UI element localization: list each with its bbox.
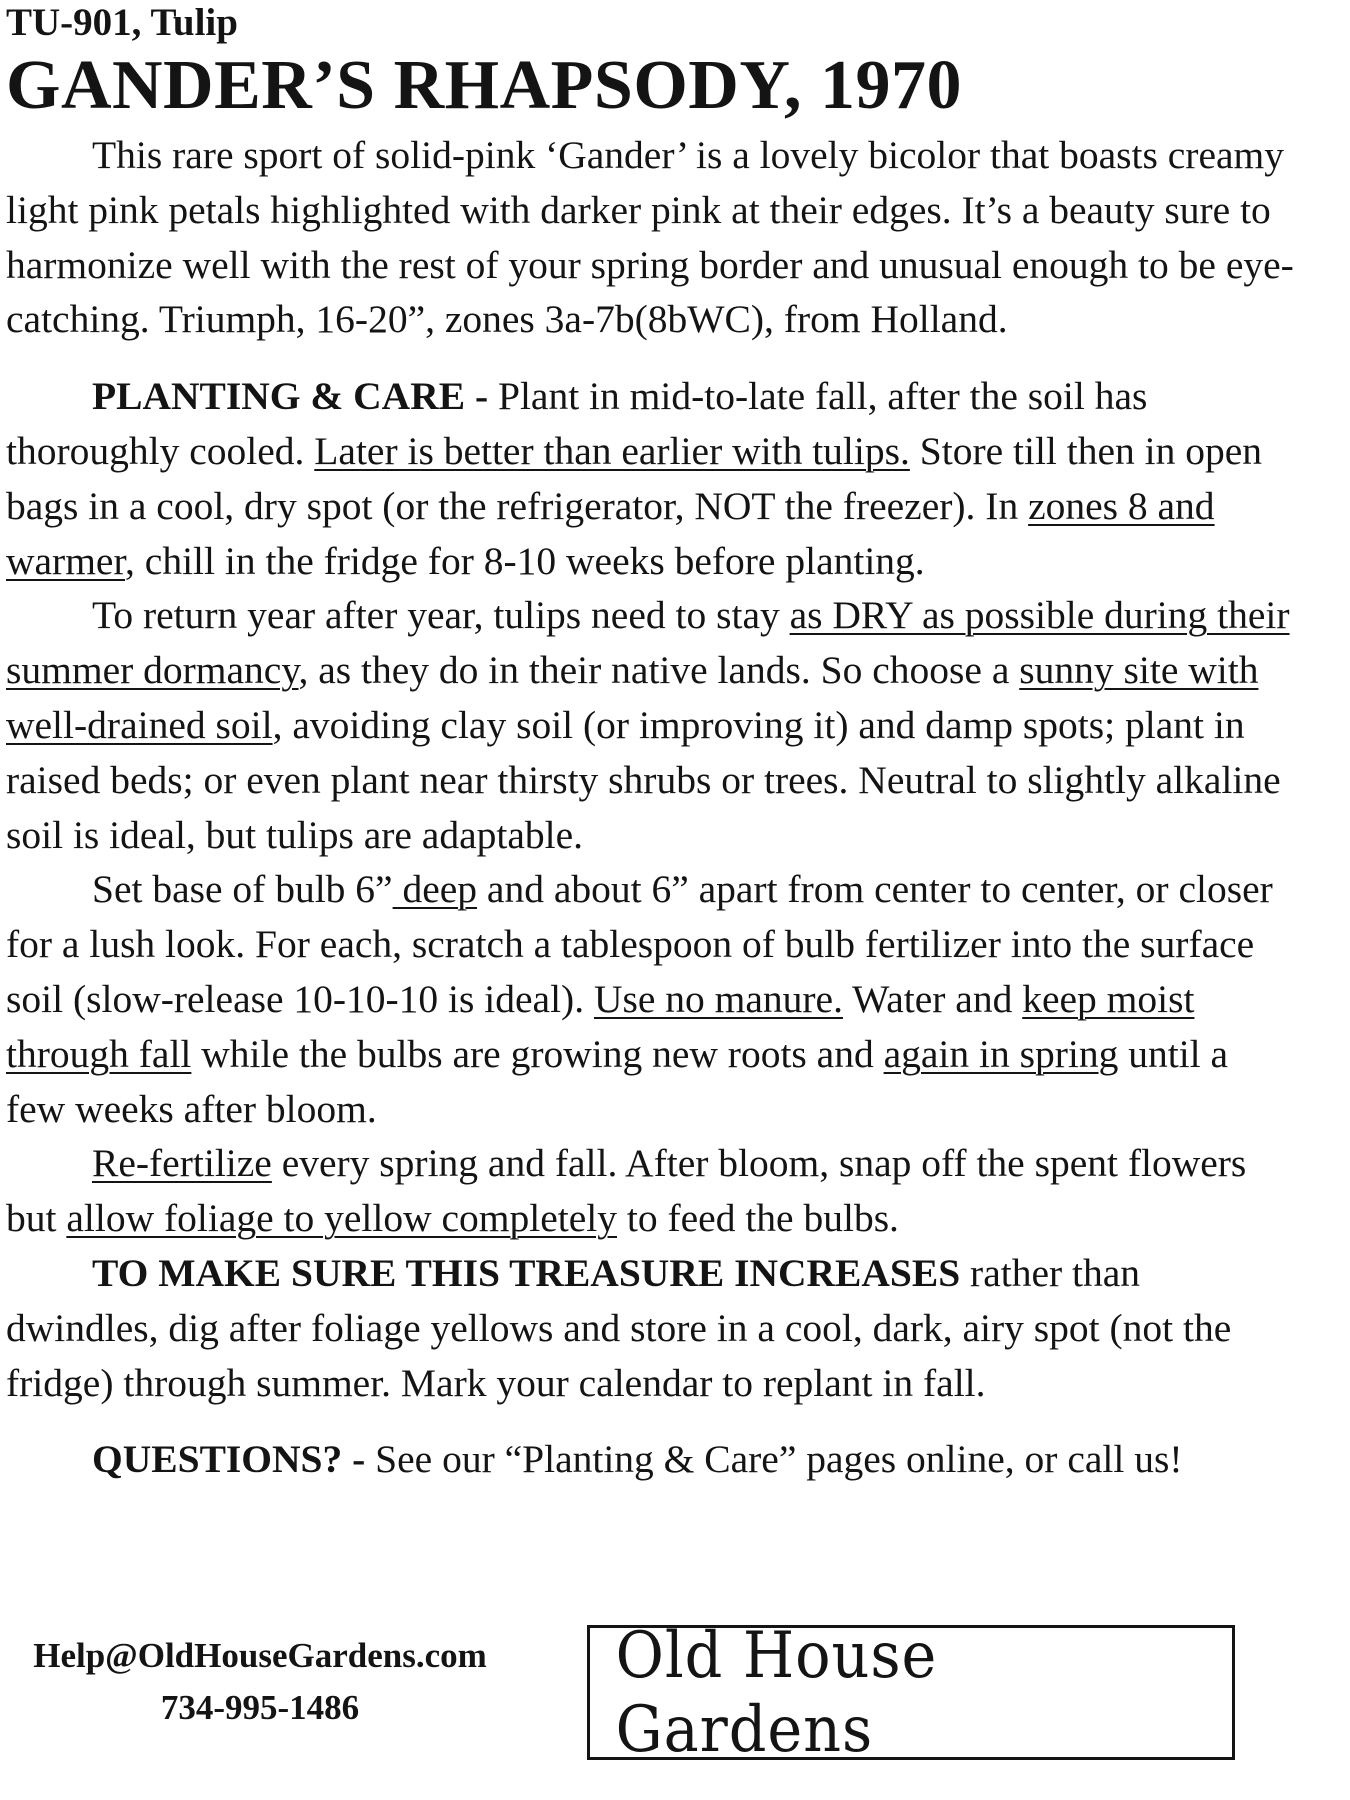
planting-text: Plant in mid-to-late fall, after the soil has thoroughly cooled.	[6, 374, 1148, 473]
planting-care-paragraph	[6, 369, 1296, 588]
section-spacer	[6, 347, 1296, 369]
underlined-text: Later is better than earlier with tulips.	[314, 428, 910, 473]
underlined-text: as DRY as possible during their summer dormancy	[6, 593, 1290, 693]
section-spacer	[6, 1410, 1296, 1432]
phone-number[interactable]: 734-995-1486	[160, 1688, 360, 1727]
contact-info	[0, 1630, 520, 1734]
planting-text: until a few weeks after bloom.	[6, 1031, 1229, 1131]
planting-text: and about 6” apart from center to center, or closer for a lush look. For each, scratch a tablespoon of bulb fertilizer into the surface soil (slow-release 10-10-10 is ideal).	[6, 867, 1273, 1021]
planting-care-heading: PLANTING & CARE -	[92, 374, 489, 419]
questions-paragraph	[6, 1432, 1296, 1487]
logo-box	[587, 1618, 1235, 1767]
bulb-depth-paragraph	[6, 862, 1296, 1136]
planting-text: Water and	[842, 976, 1023, 1021]
planting-text: , avoiding clay soil (or improving it) and damp spots; plant in raised beds; or even plant near thirsty shrubs or trees. Neutral to slightly alkaline soil is ideal, but tulips are adaptable.	[6, 702, 1281, 857]
underlined-text: Use no manure.	[593, 976, 843, 1021]
brand-logo: Old House Gardens	[615, 1618, 938, 1767]
description-paragraph: This rare sport of solid-pink ‘Gander’ is a lovely bicolor that boasts creamy light pink petals highlighted with darker pink at their edges. It’s a beauty sure to harmonize well with the rest of your spring border and unusual enough to be eye-catching. Triumph, 16-20”, zones 3a-7b(8bWC), from Holland.	[6, 133, 1294, 342]
underlined-text: keep moist through fall	[6, 976, 1195, 1076]
underlined-text: again in spring	[883, 1031, 1119, 1076]
underlined-text: deep	[392, 867, 478, 912]
planting-text: to feed the bulbs.	[617, 1196, 899, 1241]
planting-text: while the bulbs are growing new roots and	[191, 1031, 884, 1076]
underlined-text: sunny site with well-drained soil	[6, 648, 1259, 747]
page-title: GANDER’S RHAPSODY, 1970	[6, 47, 962, 124]
underlined-text: zones 8 and warmer	[6, 483, 1215, 583]
planting-text: Set base of bulb 6”	[92, 867, 393, 912]
planting-text: rather than dwindles, dig after foliage yellows and store in a cool, dark, airy spot (not the fridge) through summer. Mark your calendar to replant in fall.	[6, 1250, 1232, 1405]
treasure-paragraph	[6, 1246, 1296, 1410]
fertilize-paragraph	[6, 1136, 1296, 1246]
planting-text: , as they do in their native lands. So choose a	[298, 648, 1020, 693]
planting-text: Store till then in open bags in a cool, dry spot (or the refrigerator, NOT the freezer). In	[6, 428, 1263, 528]
item-code: TU-901, Tulip	[6, 1, 238, 44]
body-text	[6, 128, 1296, 1487]
questions-text: See our “Planting & Care” pages online, or call us!	[365, 1437, 1183, 1482]
planting-text: To return year after year, tulips need to stay	[92, 593, 790, 638]
seed-packet-page	[6, 0, 1296, 1487]
dormancy-paragraph	[6, 588, 1296, 862]
email-link[interactable]: Help@OldHouseGardens.com	[33, 1636, 487, 1675]
underlined-text: Re-fertilize	[92, 1141, 272, 1186]
planting-text: , chill in the fridge for 8-10 weeks before planting.	[125, 538, 925, 583]
underlined-text: allow foliage to yellow completely	[66, 1196, 618, 1241]
treasure-heading: TO MAKE SURE THIS TREASURE INCREASES	[92, 1250, 961, 1295]
questions-heading: QUESTIONS? -	[92, 1437, 366, 1482]
planting-text: every spring and fall. After bloom, snap off the spent flowers but	[6, 1141, 1247, 1241]
